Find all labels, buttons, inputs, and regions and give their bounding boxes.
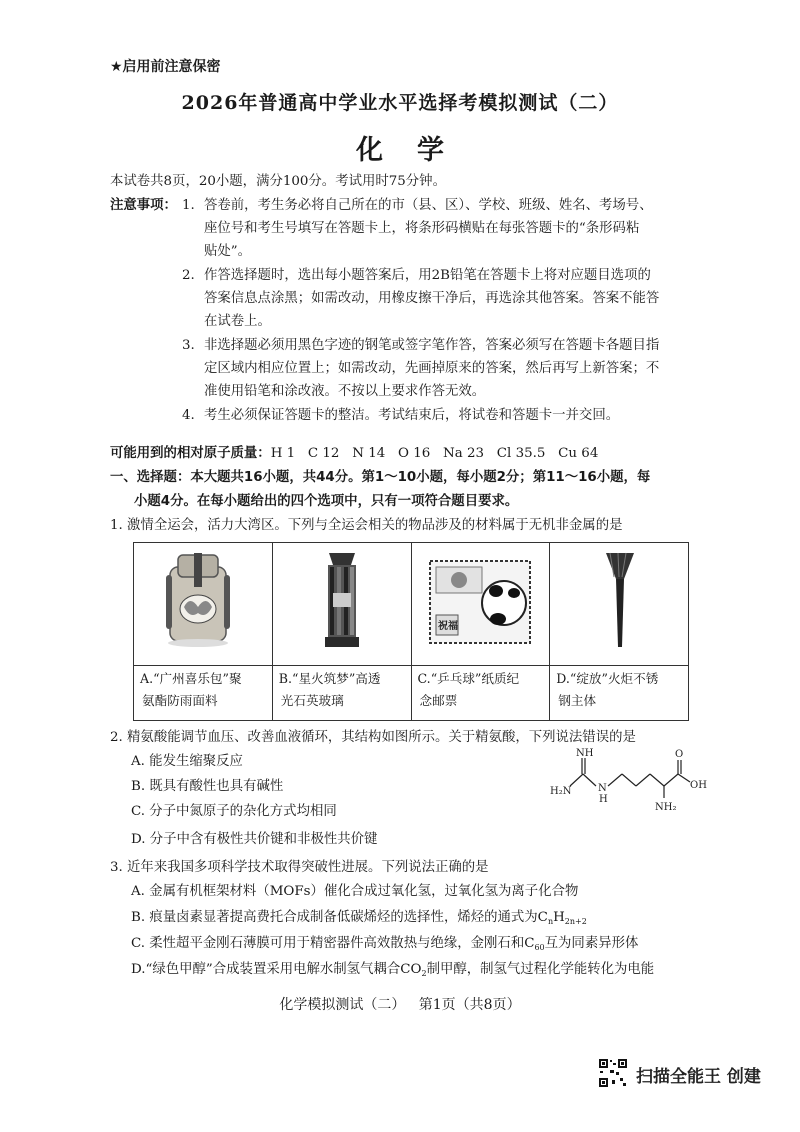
question-2-stem: 2. 精氨酸能调节血压、改善血液循环，其结构如图所示。关于精氨酸，下列说法错误的是 [110,730,636,745]
option-d-caption [550,666,689,721]
note-2-num: 2. [182,268,195,283]
torch-image [550,543,688,661]
note-4-line-1: 考生必须保证答题卡的整洁。考试结束后，将试卷和答题卡一并交回。 [204,408,620,423]
q3-c-post: 互为同素异形体 [544,936,639,951]
notes-label: 注意事项： [110,198,177,213]
option-c-caption [411,666,550,721]
note-4-num: 4. [182,408,195,423]
atomic-masses-values: H 1 C 12 N 14 O 16 Na 23 Cl 35.5 Cu 64 [270,446,599,461]
note-1-num: 1. [182,198,195,213]
option-b-line-2: 光石英玻璃 [280,693,344,708]
q3-d-text: D.“绿色甲醇”合成装置采用电解水制氢气耦合CO [131,962,422,977]
struct-n-label: N [598,783,607,794]
option-a-line-1: A.“广州喜乐包”聚 [140,671,242,686]
note-3-num: 3. [182,338,195,353]
option-b-caption [272,666,411,721]
atomic-masses [110,442,598,465]
option-c-line-2: 念邮票 [419,693,458,708]
question-2-option-c: C. 分子中氮原子的杂化方式均相同 [131,804,337,819]
note-2-line-1: 作答选择题时，选出每小题答案后，用2B铅笔在答题卡上将对应题目选项的 [204,268,651,283]
option-d-image-cell [550,543,689,666]
note-1-line-3: 贴处”。 [204,244,252,259]
q3-d-post: 制甲醇，制氢气过程化学能转化为电能 [426,962,655,977]
question-1-options-table [133,542,689,721]
option-b-line-1: B.“星火筑梦”高透 [278,671,381,686]
struct-h2n-label: H₂N [550,786,572,797]
backpack-image [134,543,272,661]
note-1-line-1: 答卷前，考生务必将自己所在的市（县、区）、学校、班级、姓名、考场号、 [204,198,653,213]
section-1-heading-line-1: 一、选择题：本大题共16小题，共44分。第1～10小题，每小题2分；第11～16小题，每 [110,470,651,485]
struct-oh-label: OH [690,780,707,791]
question-2-option-d: D. 分子中含有极性共价键和非极性共价键 [131,832,378,847]
option-a-caption [134,666,273,721]
q3-b-h: H [553,910,565,925]
note-2-line-3: 在试卷上。 [204,314,271,329]
torch-lamp-image [273,543,411,661]
note-1-line-2: 座位号和考生号填写在答题卡上，将条形码横贴在每张答题卡的“条形码粘 [204,221,640,236]
exam-title: 2026年普通高中学业水平选择考模拟测试（二） [181,92,619,114]
option-b-image-cell [272,543,411,666]
question-3-option-c [131,932,638,959]
q3-b-sub2: 2n+2 [564,917,587,926]
note-2-line-2: 答案信息点涂黑；如需改动，用橡皮擦干净后，再选涂其他答案。答案不能答 [204,291,660,306]
question-3-stem: 3. 近年来我国多项科学技术取得突破性进展。下列说法正确的是 [110,860,489,875]
option-c-image-cell [411,543,550,666]
stamp-text: 祝福 [437,621,458,632]
struct-nh2-label: NH₂ [655,802,677,813]
q3-c-text: C. 柔性超平金刚石薄膜可用于精密器件高效散热与绝缘，金刚石和C [131,936,535,951]
struct-h-label: H [599,794,608,805]
question-3-option-b [131,906,587,933]
note-3-line-2: 定区域内相应位置上；如需改动，先画掉原来的答案，然后再写上新答案；不 [204,361,660,376]
section-1-heading-line-2: 小题4分。在每小题给出的四个选项中，只有一项符合题目要求。 [134,494,519,509]
q3-c-sub: 60 [534,943,545,952]
option-a-image-cell [134,543,273,666]
struct-o-label: O [675,749,684,760]
question-2-option-a: A. 能发生缩聚反应 [131,754,243,769]
note-3-line-1: 非选择题必须用黑色字迹的钢笔或签字笔作答，答案必须写在答题卡各题目指 [204,338,660,353]
question-3-option-a: A. 金属有机框架材料（MOFs）催化合成过氧化氢，过氧化氢为离子化合物 [131,884,579,899]
question-2-option-b: B. 既具有酸性也具有碱性 [131,779,284,794]
stamp-image [412,543,550,661]
option-c-line-1: C.“乒乓球”纸质纪 [417,671,520,686]
option-d-line-2: 钢主体 [558,693,597,708]
atomic-masses-label: 可能用到的相对原子质量： [110,446,271,461]
arginine-structure [540,744,710,816]
confidential-label: ★启用前注意保密 [110,59,221,75]
option-d-line-1: D.“绽放”火炬不锈 [556,671,659,686]
option-a-line-2: 氨酯防雨面料 [142,693,218,708]
note-3-line-3: 准使用铅笔和涂改液。不按以上要求作答无效。 [204,384,486,399]
question-1-stem: 1. 激情全运会，活力大湾区。下列与全运会相关的物品涉及的材料属于无机非金属的是 [110,518,623,533]
question-3-option-d [131,958,654,985]
struct-nh-label: NH [576,748,594,759]
q3-d-sub: 2 [421,969,427,978]
subject-title: 化学 [356,135,478,166]
qr-code-icon [598,1058,628,1088]
intro-text: 本试卷共8页，20小题，满分100分。考试用时75分钟。 [110,174,446,189]
q3-b-text: B. 痕量卤素显著提高费托合成制备低碳烯烃的选择性，烯烃的通式为C [131,910,548,925]
q3-b-sub1: n [547,917,554,926]
scanner-watermark: 扫描全能王 创建 [636,1067,761,1087]
page-footer: 化学模拟测试（二） 第1页（共8页） [279,997,521,1013]
